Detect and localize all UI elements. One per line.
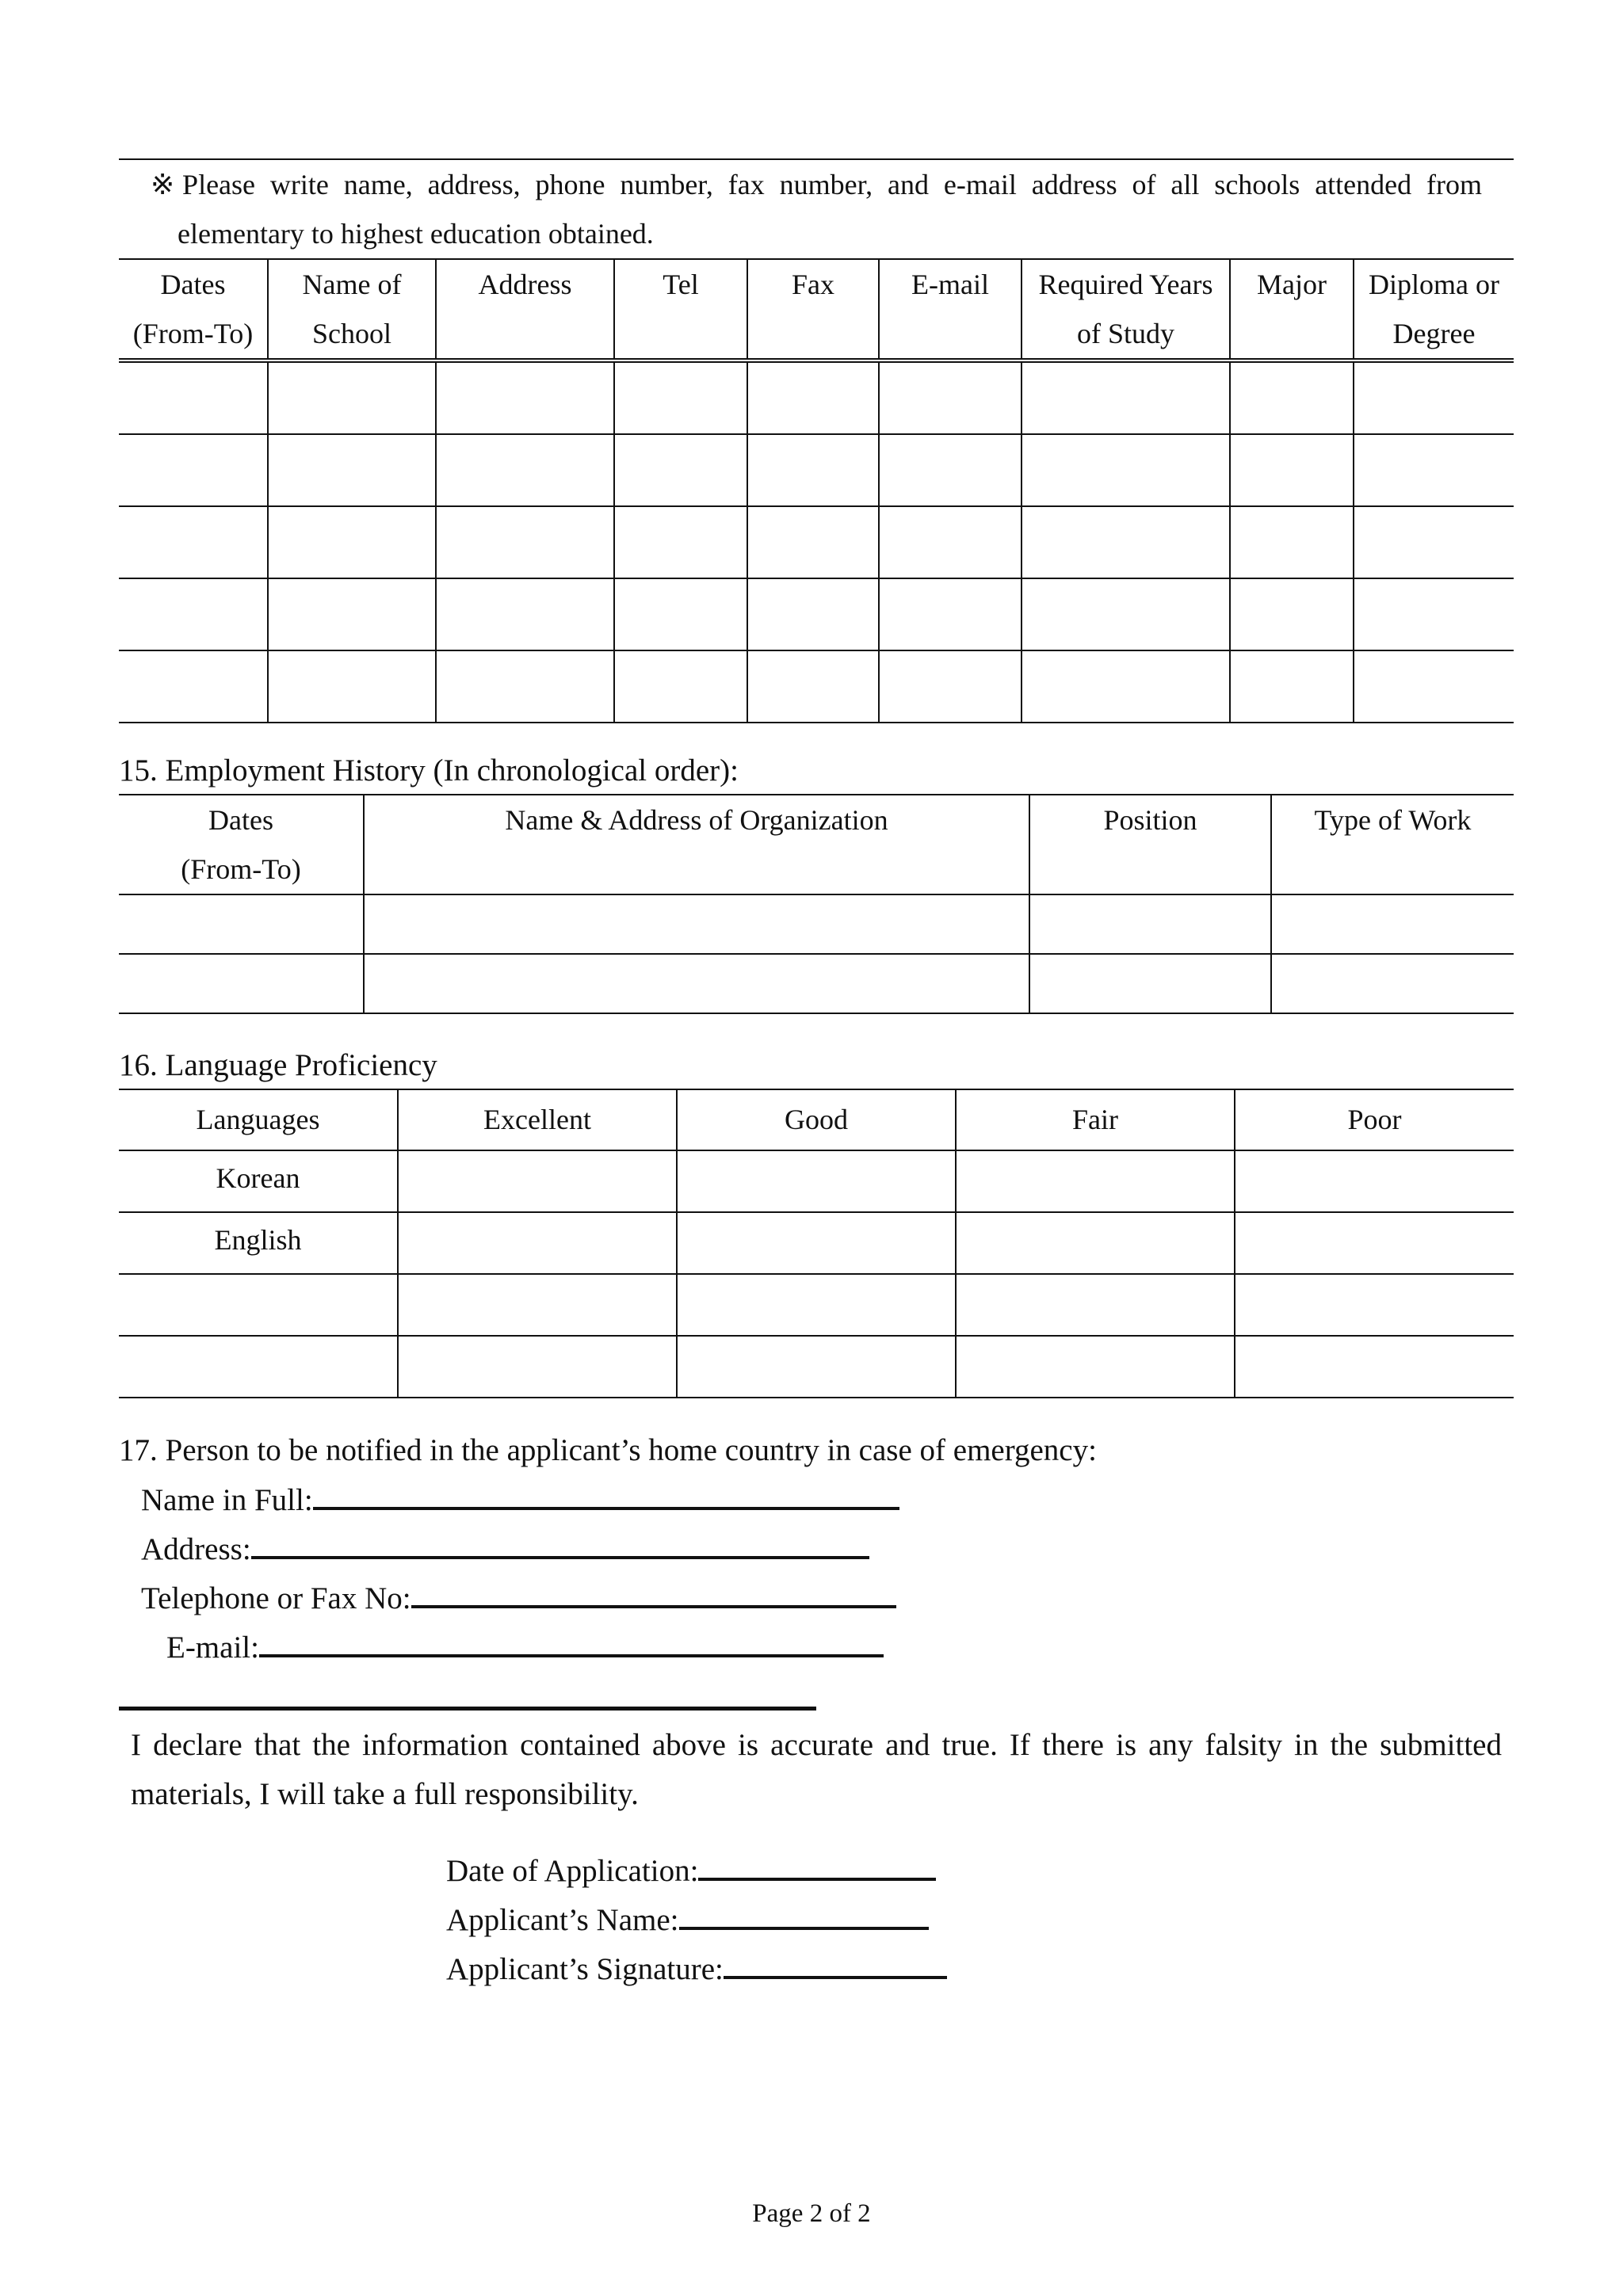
emergency-heading: 17. Person to be notified in the applicant’s home country in case of emergency: xyxy=(119,1433,1097,1467)
education-row xyxy=(119,506,1514,578)
page-number: Page 2 of 2 xyxy=(752,2199,871,2228)
header-position: Position xyxy=(1029,795,1271,894)
language-cell[interactable] xyxy=(677,1150,956,1212)
header-fax: Fax xyxy=(747,259,879,360)
education-cell[interactable] xyxy=(268,360,436,434)
education-cell[interactable] xyxy=(268,650,436,723)
language-cell[interactable] xyxy=(1235,1212,1514,1274)
header-excellent: Excellent xyxy=(398,1089,677,1150)
header-fair: Fair xyxy=(956,1089,1235,1150)
language-row xyxy=(119,1212,1514,1274)
header-good: Good xyxy=(677,1089,956,1150)
education-row xyxy=(119,434,1514,506)
education-cell[interactable] xyxy=(614,650,747,723)
emergency-name-label: Name in Full: xyxy=(141,1483,313,1517)
education-cell[interactable] xyxy=(879,650,1022,723)
header-diploma: Diploma or Degree xyxy=(1354,259,1514,360)
language-name: Korean xyxy=(119,1150,398,1212)
declaration-text: I declare that the information contained above is accurate and true. If there is any falsity in the submitted materials, I will take a full responsibility. xyxy=(131,1728,1502,1811)
applicant-signature-field xyxy=(446,1947,947,1989)
education-cell[interactable] xyxy=(879,360,1022,434)
education-cell[interactable] xyxy=(268,578,436,650)
language-cell[interactable] xyxy=(677,1212,956,1274)
education-cell[interactable] xyxy=(436,434,614,506)
language-cell[interactable] xyxy=(956,1212,1235,1274)
language-cell[interactable] xyxy=(956,1274,1235,1336)
education-table xyxy=(119,258,1514,723)
header-tel: Tel xyxy=(614,259,747,360)
education-cell[interactable] xyxy=(747,578,879,650)
education-cell[interactable] xyxy=(1022,650,1230,723)
emergency-telephone-input[interactable] xyxy=(411,1577,896,1608)
education-cell[interactable] xyxy=(1354,506,1514,578)
education-cell[interactable] xyxy=(1230,578,1354,650)
language-row xyxy=(119,1150,1514,1212)
education-cell[interactable] xyxy=(1354,434,1514,506)
emergency-telephone-field xyxy=(141,1577,896,1619)
employment-table xyxy=(119,794,1514,1014)
header-languages: Languages xyxy=(119,1089,398,1150)
header-major: Major xyxy=(1230,259,1354,360)
employment-cell[interactable] xyxy=(119,894,364,954)
education-cell[interactable] xyxy=(436,650,614,723)
education-cell[interactable] xyxy=(1230,506,1354,578)
emergency-email-field xyxy=(166,1626,884,1668)
education-cell[interactable] xyxy=(1354,360,1514,434)
language-name[interactable] xyxy=(119,1274,398,1336)
education-cell[interactable] xyxy=(119,506,268,578)
education-cell[interactable] xyxy=(747,434,879,506)
education-cell[interactable] xyxy=(268,434,436,506)
education-cell[interactable] xyxy=(1230,650,1354,723)
employment-heading: 15. Employment History (In chronological order): xyxy=(119,753,739,788)
emergency-email-label: E-mail: xyxy=(166,1630,259,1665)
date-of-application-input[interactable] xyxy=(698,1849,936,1881)
header-dates: Dates (From-To) xyxy=(119,795,364,894)
education-cell[interactable] xyxy=(614,360,747,434)
applicant-name-field xyxy=(446,1898,929,1940)
education-cell[interactable] xyxy=(1022,578,1230,650)
section-divider xyxy=(119,1707,816,1711)
employment-cell[interactable] xyxy=(364,894,1029,954)
emergency-email-input[interactable] xyxy=(259,1626,884,1657)
language-cell[interactable] xyxy=(677,1274,956,1336)
applicant-signature-input[interactable] xyxy=(724,1947,947,1979)
education-row xyxy=(119,578,1514,650)
language-cell[interactable] xyxy=(956,1336,1235,1398)
header-email: E-mail xyxy=(879,259,1022,360)
header-type-of-work: Type of Work xyxy=(1271,795,1514,894)
language-row xyxy=(119,1336,1514,1398)
emergency-name-field xyxy=(141,1478,899,1520)
language-cell[interactable] xyxy=(398,1212,677,1274)
emergency-address-input[interactable] xyxy=(251,1527,869,1559)
language-row xyxy=(119,1274,1514,1336)
education-header-row xyxy=(119,259,1514,360)
education-cell[interactable] xyxy=(1022,506,1230,578)
emergency-name-input[interactable] xyxy=(313,1478,899,1510)
employment-cell[interactable] xyxy=(364,954,1029,1013)
education-cell[interactable] xyxy=(1230,434,1354,506)
emergency-address-label: Address: xyxy=(141,1532,251,1566)
language-cell[interactable] xyxy=(677,1336,956,1398)
education-cell[interactable] xyxy=(1354,650,1514,723)
language-name: English xyxy=(119,1212,398,1274)
employment-header-row xyxy=(119,795,1514,894)
education-cell[interactable] xyxy=(436,506,614,578)
education-cell[interactable] xyxy=(614,578,747,650)
language-cell[interactable] xyxy=(398,1274,677,1336)
language-cell[interactable] xyxy=(956,1150,1235,1212)
language-cell[interactable] xyxy=(398,1150,677,1212)
schools-instruction-line-1: ※Please write name, address, phone number, fax number, and e-mail address of all schools attended from xyxy=(151,169,1482,200)
applicant-signature-label: Applicant’s Signature: xyxy=(446,1952,724,1986)
education-cell[interactable] xyxy=(1230,360,1354,434)
language-cell[interactable] xyxy=(1235,1150,1514,1212)
education-cell[interactable] xyxy=(614,434,747,506)
education-cell[interactable] xyxy=(1022,360,1230,434)
header-required-years: Required Years of Study xyxy=(1022,259,1230,360)
language-heading: 16. Language Proficiency xyxy=(119,1048,437,1082)
header-school-name: Name of School xyxy=(268,259,436,360)
education-cell[interactable] xyxy=(879,434,1022,506)
date-of-application-field xyxy=(446,1849,936,1891)
employment-cell[interactable] xyxy=(1029,894,1271,954)
education-cell[interactable] xyxy=(879,578,1022,650)
education-cell[interactable] xyxy=(879,506,1022,578)
date-of-application-label: Date of Application: xyxy=(446,1854,699,1888)
language-cell[interactable] xyxy=(398,1336,677,1398)
education-cell[interactable] xyxy=(436,578,614,650)
education-cell[interactable] xyxy=(119,360,268,434)
emergency-telephone-label: Telephone or Fax No: xyxy=(141,1581,411,1615)
employment-cell[interactable] xyxy=(1271,954,1514,1013)
education-row xyxy=(119,360,1514,434)
education-cell[interactable] xyxy=(436,360,614,434)
education-cell[interactable] xyxy=(1354,578,1514,650)
emergency-address-field xyxy=(141,1527,869,1569)
header-organization: Name & Address of Organization xyxy=(364,795,1029,894)
employment-row xyxy=(119,954,1514,1013)
employment-row xyxy=(119,894,1514,954)
education-cell[interactable] xyxy=(119,578,268,650)
language-table xyxy=(119,1089,1514,1398)
language-name[interactable] xyxy=(119,1336,398,1398)
education-cell[interactable] xyxy=(747,506,879,578)
employment-cell[interactable] xyxy=(1029,954,1271,1013)
education-cell[interactable] xyxy=(747,360,879,434)
education-cell[interactable] xyxy=(119,434,268,506)
header-poor: Poor xyxy=(1235,1089,1514,1150)
education-cell[interactable] xyxy=(1022,434,1230,506)
language-cell[interactable] xyxy=(1235,1274,1514,1336)
education-row xyxy=(119,650,1514,723)
header-dates: Dates (From-To) xyxy=(119,259,268,360)
schools-instruction xyxy=(119,158,1514,258)
employment-cell[interactable] xyxy=(1271,894,1514,954)
language-cell[interactable] xyxy=(1235,1336,1514,1398)
employment-cell[interactable] xyxy=(119,954,364,1013)
education-cell[interactable] xyxy=(119,650,268,723)
schools-instruction-line-2: elementary to highest education obtained. xyxy=(178,218,654,250)
header-address: Address xyxy=(436,259,614,360)
applicant-name-input[interactable] xyxy=(679,1898,929,1930)
applicant-name-label: Applicant’s Name: xyxy=(446,1903,679,1937)
education-cell[interactable] xyxy=(747,650,879,723)
education-cell[interactable] xyxy=(614,506,747,578)
education-cell[interactable] xyxy=(268,506,436,578)
language-header-row xyxy=(119,1089,1514,1150)
